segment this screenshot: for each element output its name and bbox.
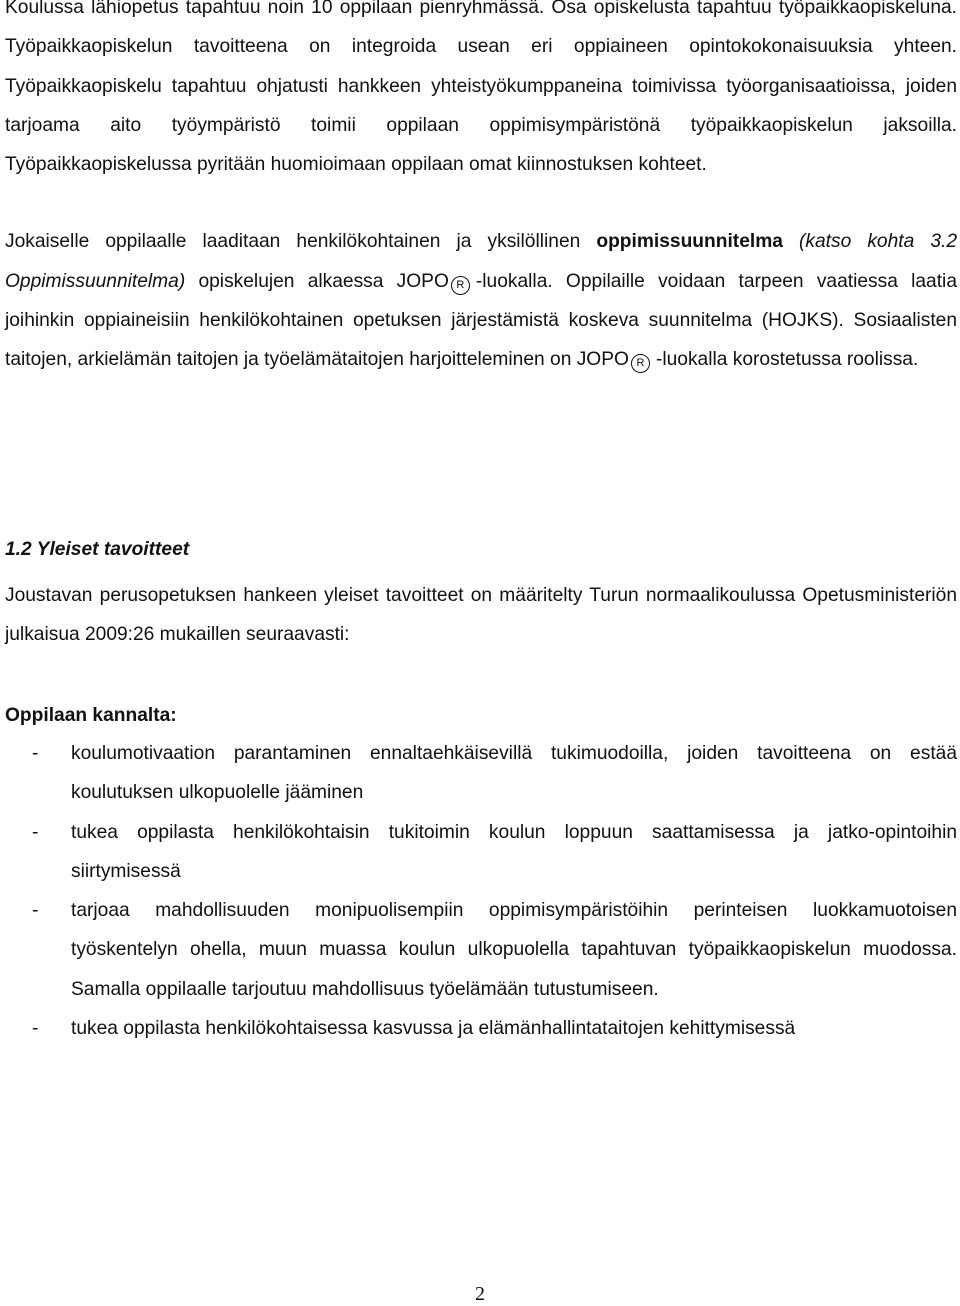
list-item-text: tukea oppilasta henkilökohtaisessa kasvussa ja elämänhallintataitojen kehittymisessä [71, 1018, 796, 1040]
list-item-text: koulumotivaation parantaminen ennaltaehkäisevillä tukimuodoilla, joiden tavoitteena on estää koulutuksen ulkopuolelle jääminen [71, 743, 957, 804]
paragraph-general-goals: Joustavan perusopetuksen hankeen yleiset tavoitteet on määritelty Turun normaalikoulussa Opetusministeriön julkaisua 2009:26 mukaillen seuraavasti: [5, 585, 957, 646]
paragraph-work-based-learning: Koulussa lähiopetus tapahtuu noin 10 oppilaan pienryhmässä. Osa opiskelusta tapahtuu työpaikkaopiskeluna. Työpaikkaopiskelun tavoitteena on integroida usean eri oppiaineen opintokokonaisuuksia yhteen. Työpaikkaopiskelu tapahtuu ohjatusti hankkeen yhteistyökumppaneina toimivissa työorganisaatioissa, joiden tarjoama aito työympäristö toimii oppilaan oppimisympäristönä työpaikkaopiskelun jaksoilla. Työpaikkaopiskelussa pyritään huomioimaan oppilaan omat kiinnostuksen kohteet. [5, 0, 957, 176]
list-item-text: tukea oppilasta henkilökohtaisin tukitoimin koulun loppuun saattamisessa ja jatko-opintoihin siirtymisessä [71, 821, 957, 882]
paragraph-text: Jokaiselle oppilaalle laaditaan henkilökohtainen ja yksilöllinen [5, 231, 597, 253]
paragraph-text: opiskelujen alkaessa JOPO [185, 270, 449, 292]
list-heading: Oppilaan kannalta: [5, 705, 177, 726]
bold-term-oppimissuunnitelma: oppimissuunnitelma [596, 231, 783, 253]
goals-list [5, 734, 957, 1048]
paragraph-personal-plan [5, 222, 957, 379]
list-item [5, 891, 957, 1009]
list-item [5, 734, 957, 813]
registered-icon: R [451, 276, 470, 295]
list-item [5, 813, 957, 892]
list-item [5, 1009, 957, 1048]
paragraph-text: -luokalla korostetussa roolissa. [655, 349, 919, 371]
paragraph-text: -luokalla. Oppilaille voidaan tarpeen vaatiessa laatia joihinkin oppiaineisiin henkilökohtainen opetuksen järjestämistä koskeva suunnitelma (HOJKS). Sosiaalisten taitojen, arkielämän taitojen ja työelämätaitojen harjoitteleminen on JOPO [5, 270, 957, 371]
registered-icon: R [631, 354, 650, 373]
section-heading: 1.2 Yleiset tavoitteet [5, 539, 190, 560]
list-item-text: tarjoaa mahdollisuuden monipuolisempiin oppimisympäristöihin perinteisen luokkamuotoisen työskentelyn ohella, muun muassa koulun ulkopuolella tapahtuvan työpaikkaopiskelun muodossa. Samalla oppilaalle tarjoutuu mahdollisuus työelämään tutustumiseen. [71, 900, 957, 1000]
document-page [5, 0, 958, 1040]
list-marker: - [32, 900, 39, 922]
list-marker: - [32, 1018, 39, 1040]
italic-reference: (katso kohta 3.2 Oppimissuunnitelma) [5, 231, 958, 292]
list-marker: - [32, 821, 39, 843]
page-number: 2 [475, 1283, 485, 1305]
list-marker: - [32, 743, 39, 764]
